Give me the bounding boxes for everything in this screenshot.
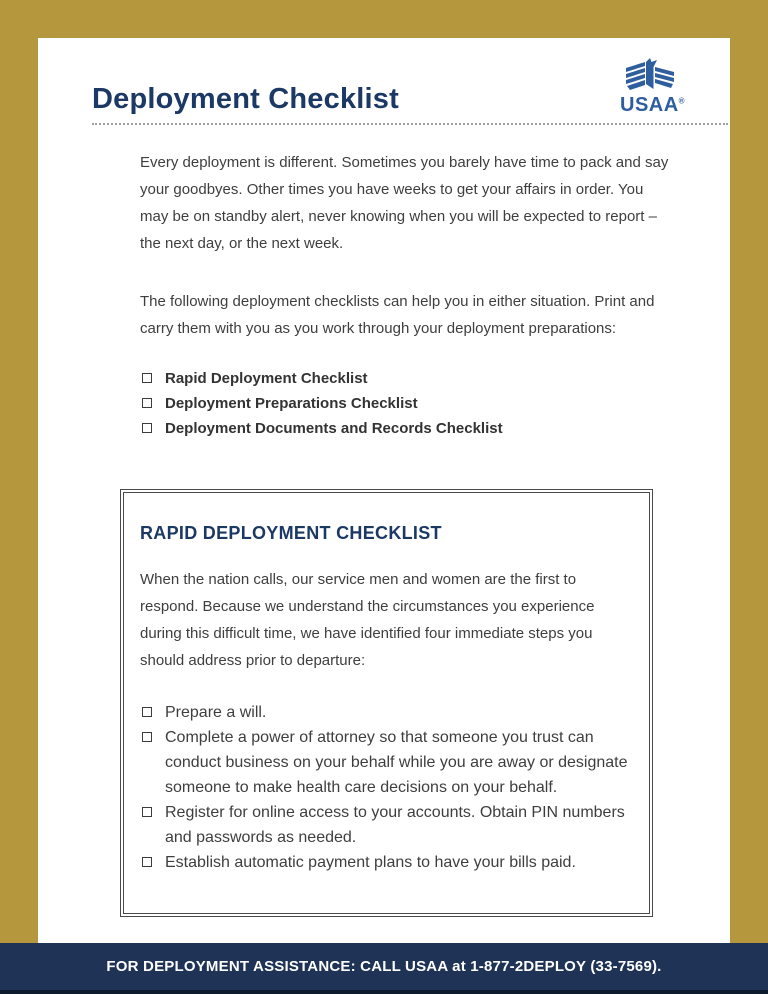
checkbox-icon bbox=[142, 732, 152, 742]
footer-text: FOR DEPLOYMENT ASSISTANCE: CALL USAA at 1-877-2DEPLOY (33-7569). bbox=[106, 958, 662, 975]
list-item bbox=[140, 850, 633, 875]
usaa-eagle-icon bbox=[624, 58, 676, 94]
rapid-checklist bbox=[140, 700, 633, 875]
checkbox-icon bbox=[142, 857, 152, 867]
page-title: Deployment Checklist bbox=[92, 84, 728, 125]
checkbox-icon bbox=[142, 398, 152, 408]
checklist-item-text: Prepare a will. bbox=[165, 704, 267, 722]
list-item bbox=[140, 700, 633, 725]
document-body bbox=[140, 149, 674, 441]
usaa-logo-wordmark: USAA bbox=[620, 94, 679, 116]
checklist-item-text: Establish automatic payment plans to have your bills paid. bbox=[165, 854, 576, 872]
list-item bbox=[140, 725, 633, 800]
registered-trademark-symbol: ® bbox=[678, 96, 686, 106]
rapid-deployment-box bbox=[120, 489, 653, 917]
checkbox-icon bbox=[142, 807, 152, 817]
usaa-logo-text bbox=[620, 94, 686, 116]
intro-paragraph-2: The following deployment checklists can help you in either situation. Print and carry them with you as you work through your deployment preparations: bbox=[140, 293, 655, 338]
list-item bbox=[140, 366, 674, 391]
box-heading: RAPID DEPLOYMENT CHECKLIST bbox=[140, 523, 442, 544]
usaa-logo bbox=[620, 58, 686, 116]
checkbox-icon bbox=[142, 373, 152, 383]
list-item bbox=[140, 391, 674, 416]
checklist-item-text: Complete a power of attorney so that someone you trust can conduct business on your behalf while you are away or designate someone to make health care decisions on your behalf. bbox=[165, 729, 628, 797]
intro-paragraph-1: Every deployment is different. Sometimes you barely have time to pack and say your goodbyes. Other times you have weeks to get your affairs in order. You may be on standby alert, never knowing when you will be expected to report – the next day, or the next week. bbox=[140, 154, 669, 253]
box-paragraph: When the nation calls, our service men and women are the first to respond. Because we understand the circumstances you experience during this difficult time, we have identified four immediate steps you should address prior to departure: bbox=[140, 571, 595, 670]
checkbox-icon bbox=[142, 707, 152, 717]
footer-bottom-edge bbox=[0, 990, 768, 994]
checklist-link-label: Deployment Documents and Records Checklist bbox=[165, 420, 503, 438]
checkbox-icon bbox=[142, 423, 152, 433]
checklist-item-text: Register for online access to your accounts. Obtain PIN numbers and passwords as needed. bbox=[165, 804, 625, 847]
checklist-link-label: Deployment Preparations Checklist bbox=[165, 395, 418, 413]
footer-banner bbox=[0, 943, 768, 990]
checklist-links-list bbox=[140, 366, 674, 441]
list-item bbox=[140, 416, 674, 441]
list-item bbox=[140, 800, 633, 850]
checklist-link-label: Rapid Deployment Checklist bbox=[165, 370, 368, 388]
document-page bbox=[38, 38, 730, 943]
rapid-deployment-box-inner bbox=[123, 492, 650, 914]
